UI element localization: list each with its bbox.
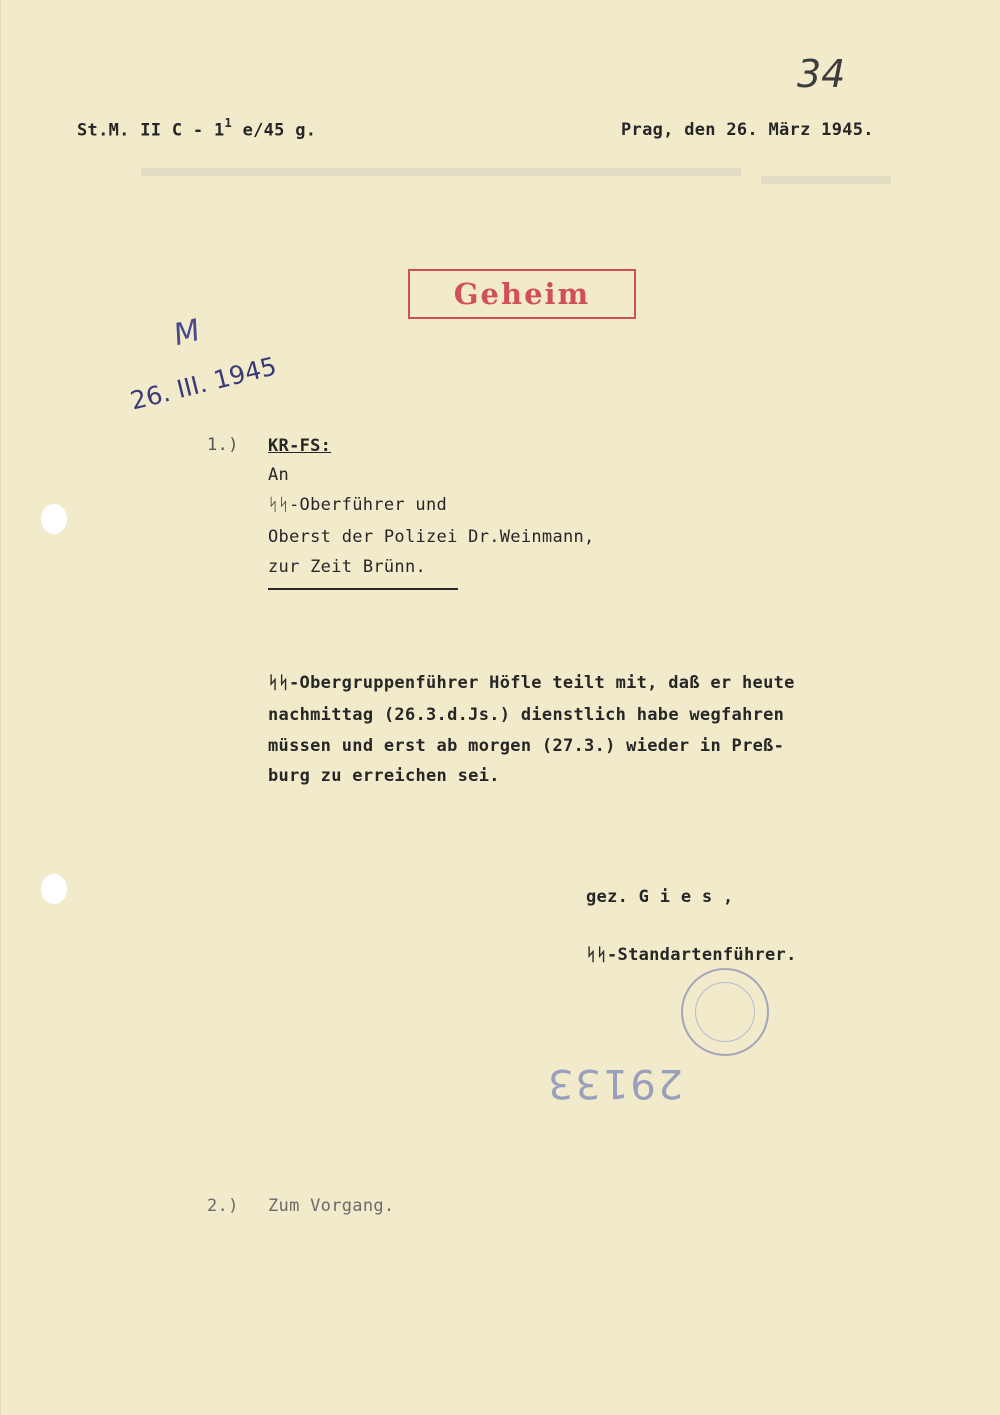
footer-item-text: Zum Vorgang. xyxy=(268,1196,395,1216)
reference-main: St.M. II C - 1 xyxy=(77,120,225,141)
address-underline xyxy=(268,588,458,590)
channel-label: KR-FS: xyxy=(268,436,332,456)
reference-superscript: 1 xyxy=(224,116,233,130)
address-line-3: Oberst der Polizei Dr.Weinmann, xyxy=(268,527,595,547)
body-line-3: müssen und erst ab morgen (27.3.) wieder in Preß- xyxy=(268,736,785,756)
seal-inner-ring xyxy=(695,982,755,1042)
paper-smudge xyxy=(141,168,741,176)
address-line-2: ᛋᛋ-Oberführer und xyxy=(268,495,448,515)
received-stamp xyxy=(111,294,307,425)
reference-number xyxy=(77,118,316,141)
received-date: 26. III. 1945 xyxy=(127,351,280,416)
geheim-label: Geheim xyxy=(453,277,591,311)
punch-hole-top xyxy=(41,504,67,534)
official-seal xyxy=(681,968,769,1056)
item-number-1: 1.) xyxy=(207,435,239,455)
geheim-stamp xyxy=(408,269,636,319)
body-line-2: nachmittag (26.3.d.Js.) dienstlich habe wegfahren xyxy=(268,705,785,725)
archive-number: 29133 xyxy=(546,1060,684,1106)
body-line-4: burg zu erreichen sei. xyxy=(268,766,500,786)
page-number: 34 xyxy=(797,52,846,96)
address-line-4: zur Zeit Brünn. xyxy=(268,557,427,577)
reference-tail: e/45 g. xyxy=(242,120,317,141)
signature-rank: ᛋᛋ-Standartenführer. xyxy=(586,945,797,965)
place-date: Prag, den 26. März 1945. xyxy=(621,120,874,140)
received-initial: M xyxy=(170,312,204,354)
address-line-1: An xyxy=(268,465,290,485)
punch-hole-bottom xyxy=(41,874,67,904)
signature-name: gez. G i e s , xyxy=(586,887,734,907)
body-line-1: ᛋᛋ-Obergruppenführer Höfle teilt mit, daß er heute xyxy=(268,673,795,693)
paper-smudge xyxy=(761,176,891,184)
item-number-2: 2.) xyxy=(207,1196,239,1216)
